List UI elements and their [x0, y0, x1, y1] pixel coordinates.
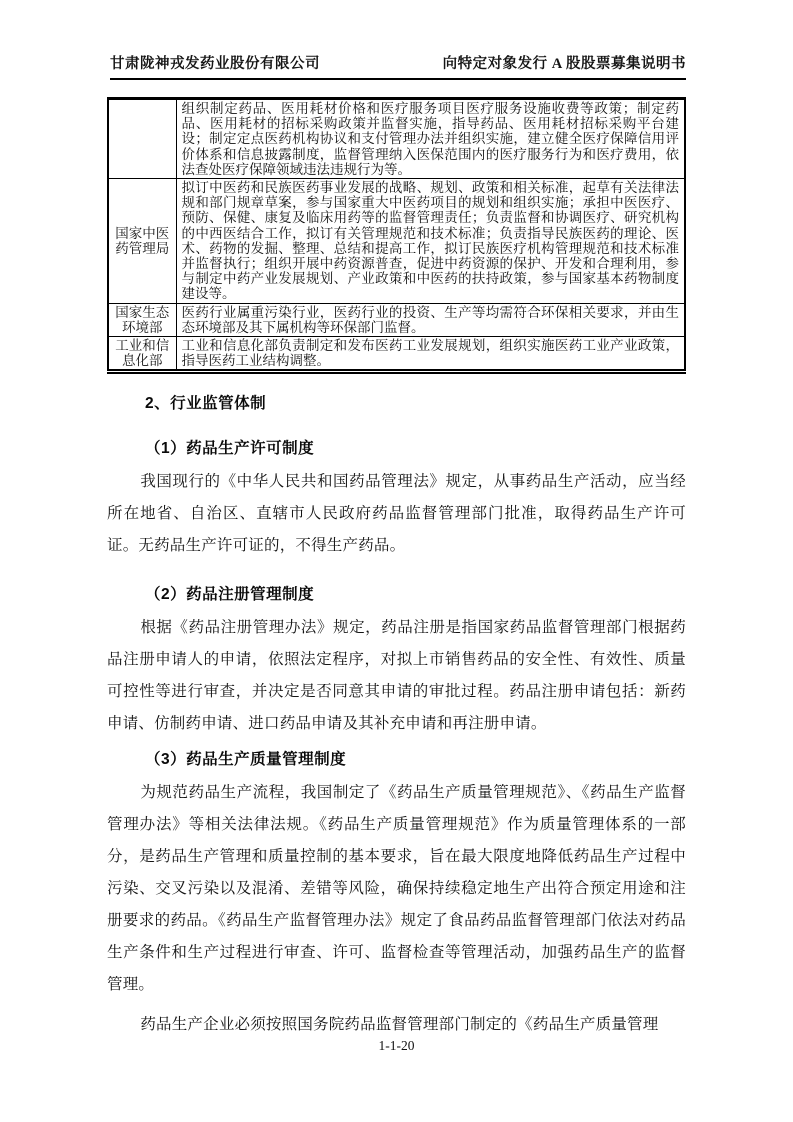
subsection-heading-drug-registration: （2）药品注册管理制度	[145, 586, 315, 604]
subsection-heading-gmp: （3）药品生产质量管理制度	[145, 751, 347, 769]
page-number: 1-1-20	[378, 1038, 415, 1053]
regulator-name-cell: 工业和信息化部	[108, 337, 176, 372]
paragraph-gmp-2-truncated: 药品生产企业必须按照国务院药品监督管理部门制定的《药品生产质量管理	[140, 1016, 659, 1034]
regulator-name-cell: 国家中医药管理局	[108, 179, 176, 304]
regulator-name-cell	[108, 99, 176, 179]
regulators-table	[107, 97, 686, 374]
regulator-duties-cell: 拟订中医药和民族医药事业发展的战略、规划、政策和相关标准，起草有关法律法规和部门规章草案，参与国家重大中医药项目的规划和组织实施；承担中医医疗、预防、保健、康复及临床用药等的监督管理责任；负责监督和协调医疗、研究机构的中西医结合工作，拟订有关管理规范和技术标准；负责指导民族医药的理论、医术、药物的发掘、整理、总结和提高工作，拟订民族医疗机构管理规范和技术标准并监督执行；组织开展中药资源普查，促进中药资源的保护、开发和合理利用，参与制定中药产业发展规划、产业政策和中医药的扶持政策，参与国家基本药物制度建设等。	[176, 179, 685, 304]
regulator-duties-cell: 医药行业属重污染行业，医药行业的投资、生产等均需符合环保相关要求，并由生态环境部及其下属机构等环保部门监督。	[176, 303, 685, 336]
table-row-continued	[108, 99, 685, 179]
paragraph-production-license: 我国现行的《中华人民共和国药品管理法》规定，从事药品生产活动，应当经所在地省、自治区、直辖市人民政府药品监督管理部门批准，取得药品生产许可证。无药品生产许可证的，不得生产药品。	[107, 473, 686, 555]
section-heading-industry-regulation: 2、行业监管体制	[145, 395, 267, 413]
paragraph-drug-registration: 根据《药品注册管理办法》规定，药品注册是指国家药品监督管理部门根据药品注册申请人的申请，依照法定程序，对拟上市销售药品的安全性、有效性、质量可控性等进行审查，并决定是否同意其申请的审批过程。药品注册申请包括：新药申请、仿制药申请、进口药品申请及其补充申请和再注册申请。	[107, 619, 686, 733]
regulator-duties-cell: 组织制定药品、医用耗材价格和医疗服务项目医疗服务设施收费等政策；制定药品、医用耗材的招标采购政策并监督实施，指导药品、医用耗材招标采购平台建设；制定定点医药机构协议和支付管理办法并组织实施，建立健全医疗保障信用评价体系和信息披露制度，监督管理纳入医保范围内的医疗服务行为和医疗费用，依法查处医疗保障领域违法违规行为等。	[176, 99, 685, 179]
table-row-miit	[108, 337, 685, 372]
page-content	[107, 97, 686, 1041]
page-footer	[0, 1038, 793, 1054]
page-header	[110, 52, 686, 80]
regulator-duties-cell: 工业和信息化部负责制定和发布医药工业发展规划，组织实施医药工业产业政策，指导医药工业结构调整。	[176, 337, 685, 372]
regulator-name-cell: 国家生态环境部	[108, 303, 176, 336]
subsection-heading-production-license: （1）药品生产许可制度	[145, 440, 315, 458]
paragraph-gmp-1: 为规范药品生产流程，我国制定了《药品生产质量管理规范》、《药品生产监督管理办法》等相关法律法规。《药品生产质量管理规范》作为质量管理体系的一部分，是药品生产管理和质量控制的基本要求，旨在最大限度地降低药品生产过程中污染、交叉污染以及混淆、差错等风险，确保持续稳定地生产出符合预定用途和注册要求的药品。《药品生产监督管理办法》规定了食品药品监督管理部门依法对药品生产条件和生产过程进行审查、许可、监督检查等管理活动，加强药品生产的监督管理。	[107, 784, 686, 994]
header-company-name: 甘肃陇神戎发药业股份有限公司	[110, 56, 320, 72]
header-document-title: 向特定对象发行 A 股股票募集说明书	[442, 56, 686, 72]
table-row-tcm-administration	[108, 179, 685, 304]
table-row-ecology-environment	[108, 303, 685, 336]
